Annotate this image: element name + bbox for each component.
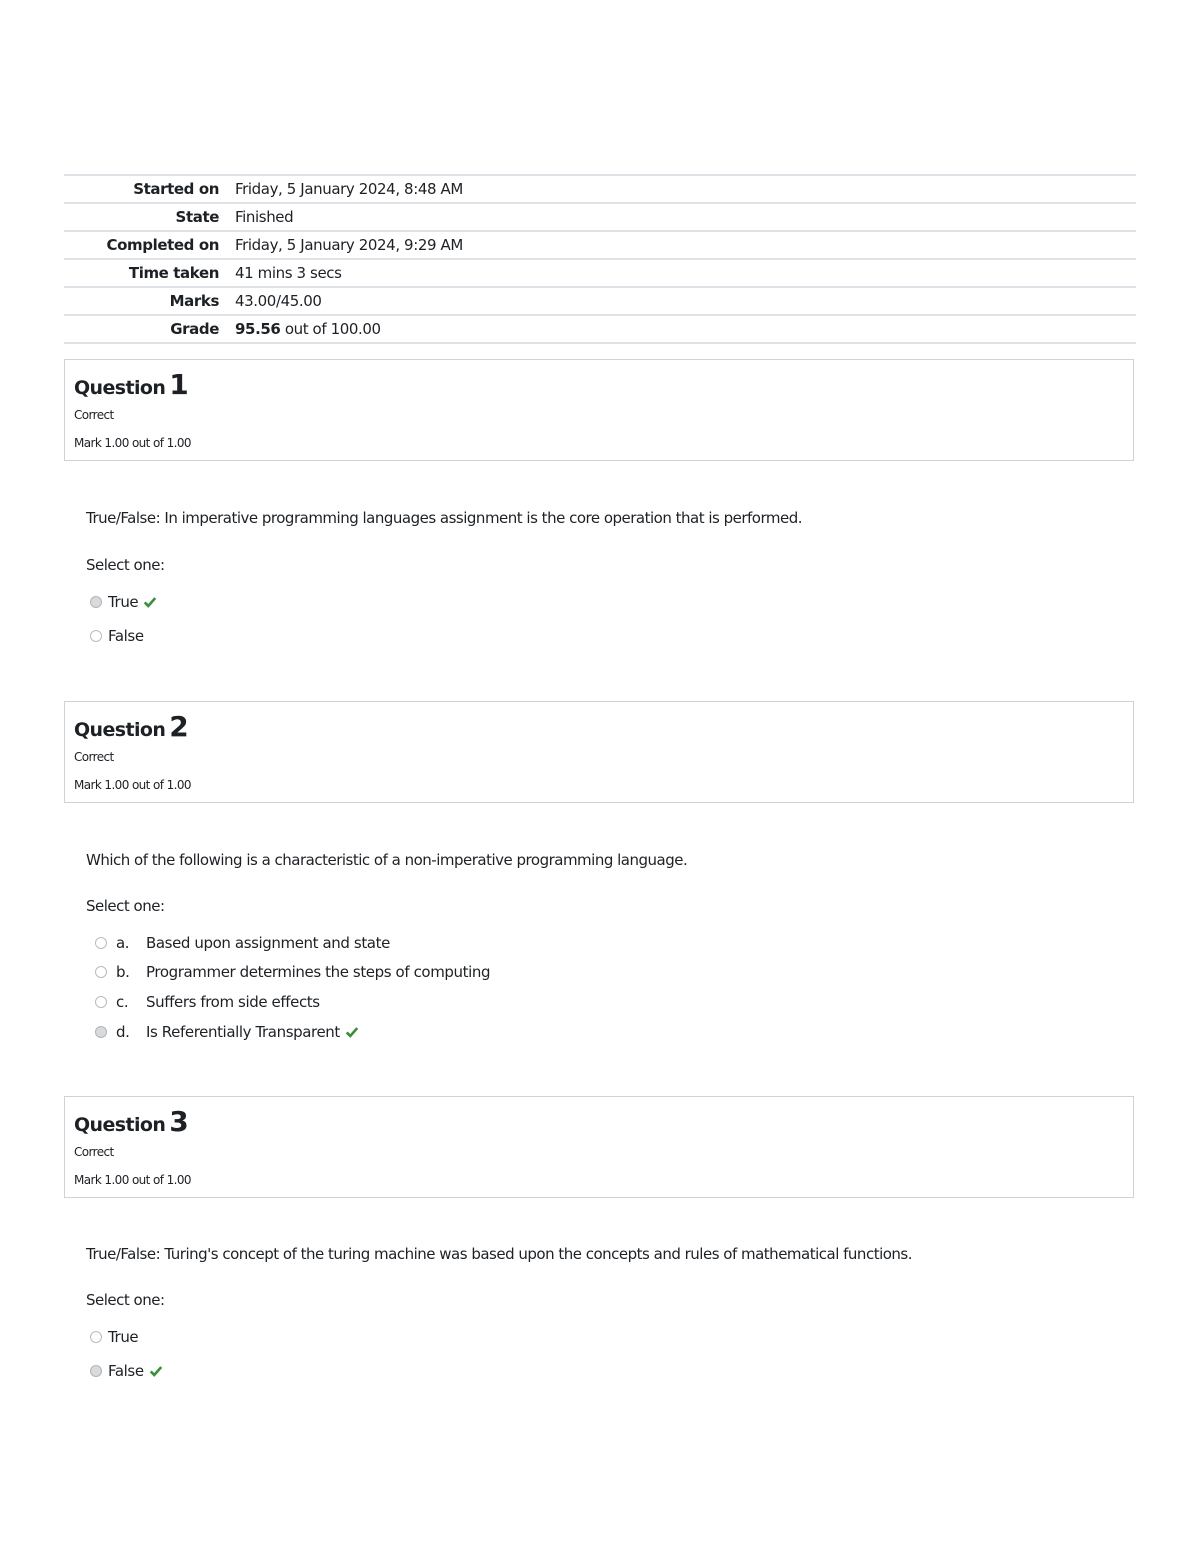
summary-row-time	[64, 259, 1136, 287]
question-2-option-a[interactable]	[95, 931, 390, 955]
summary-row-state	[64, 203, 1136, 231]
question-3-state: Correct	[74, 1145, 114, 1159]
attempt-summary-table	[64, 174, 1136, 344]
radio-button[interactable]	[95, 966, 107, 978]
question-2-option-c[interactable]	[95, 990, 320, 1014]
question-3-number: 3	[169, 1105, 189, 1138]
option-letter: d.	[116, 1023, 130, 1041]
question-1-option-false[interactable]	[90, 624, 144, 648]
time-taken-label: Time taken	[64, 259, 235, 287]
started-on-value: Friday, 5 January 2024, 8:48 AM	[235, 175, 1136, 203]
question-1-info	[64, 359, 1134, 461]
question-1-state: Correct	[74, 408, 114, 422]
state-label: State	[64, 203, 235, 231]
question-3-title	[74, 1105, 188, 1138]
option-letter: a.	[116, 934, 130, 952]
radio-button[interactable]	[90, 1365, 102, 1377]
option-letter: c.	[116, 993, 129, 1011]
question-1-number: 1	[169, 368, 189, 401]
completed-on-label: Completed on	[64, 231, 235, 259]
summary-row-grade	[64, 315, 1136, 343]
marks-label: Marks	[64, 287, 235, 315]
question-3-mark: Mark 1.00 out of 1.00	[74, 1173, 191, 1187]
option-letter: b.	[116, 963, 130, 981]
question-3-prompt: Select one:	[86, 1291, 165, 1309]
correct-check-icon	[345, 1025, 359, 1039]
option-label: True	[108, 593, 139, 611]
time-taken-value: 41 mins 3 secs	[235, 259, 1136, 287]
question-1-prompt: Select one:	[86, 556, 165, 574]
option-label: Is Referentially Transparent	[146, 1023, 340, 1041]
state-value: Finished	[235, 203, 1136, 231]
question-2-info	[64, 701, 1134, 803]
option-label: False	[108, 627, 144, 645]
radio-button[interactable]	[95, 937, 107, 949]
question-2-text: Which of the following is a characteristic of a non-imperative programming language.	[86, 851, 688, 869]
question-1-title	[74, 368, 188, 401]
grade-label: Grade	[64, 315, 235, 343]
question-2-option-b[interactable]	[95, 960, 490, 984]
grade-value: 95.56	[235, 320, 281, 338]
completed-on-value: Friday, 5 January 2024, 9:29 AM	[235, 231, 1136, 259]
question-3-option-false[interactable]	[90, 1359, 163, 1383]
question-3-info	[64, 1096, 1134, 1198]
started-on-label: Started on	[64, 175, 235, 203]
summary-row-started	[64, 175, 1136, 203]
radio-button[interactable]	[90, 1331, 102, 1343]
question-2-mark: Mark 1.00 out of 1.00	[74, 778, 191, 792]
question-3-title-text: Question	[74, 1114, 166, 1136]
summary-row-completed	[64, 231, 1136, 259]
summary-row-marks	[64, 287, 1136, 315]
question-2-title	[74, 710, 188, 743]
option-label: Programmer determines the steps of computing	[146, 963, 491, 981]
option-label: False	[108, 1362, 144, 1380]
correct-check-icon	[143, 595, 157, 609]
radio-button[interactable]	[90, 630, 102, 642]
question-2-title-text: Question	[74, 719, 166, 741]
marks-value: 43.00/45.00	[235, 287, 1136, 315]
option-label: Suffers from side effects	[146, 993, 320, 1011]
grade-suffix: out of 100.00	[280, 320, 381, 338]
question-2-number: 2	[169, 710, 189, 743]
question-3-option-true[interactable]	[90, 1325, 138, 1349]
option-label: True	[108, 1328, 139, 1346]
question-1-mark: Mark 1.00 out of 1.00	[74, 436, 191, 450]
radio-button[interactable]	[95, 1026, 107, 1038]
question-3-text: True/False: Turing's concept of the turing machine was based upon the concepts and rules of mathematical functions.	[86, 1245, 913, 1263]
question-1-option-true[interactable]	[90, 590, 157, 614]
question-2-state: Correct	[74, 750, 114, 764]
question-2-option-d[interactable]	[95, 1020, 359, 1044]
option-label: Based upon assignment and state	[146, 934, 390, 952]
radio-button[interactable]	[90, 596, 102, 608]
grade-value-cell	[235, 315, 1136, 343]
correct-check-icon	[149, 1364, 163, 1378]
question-2-prompt: Select one:	[86, 897, 165, 915]
question-1-text: True/False: In imperative programming languages assignment is the core operation that is performed.	[86, 509, 803, 527]
question-1-title-text: Question	[74, 377, 166, 399]
radio-button[interactable]	[95, 996, 107, 1008]
